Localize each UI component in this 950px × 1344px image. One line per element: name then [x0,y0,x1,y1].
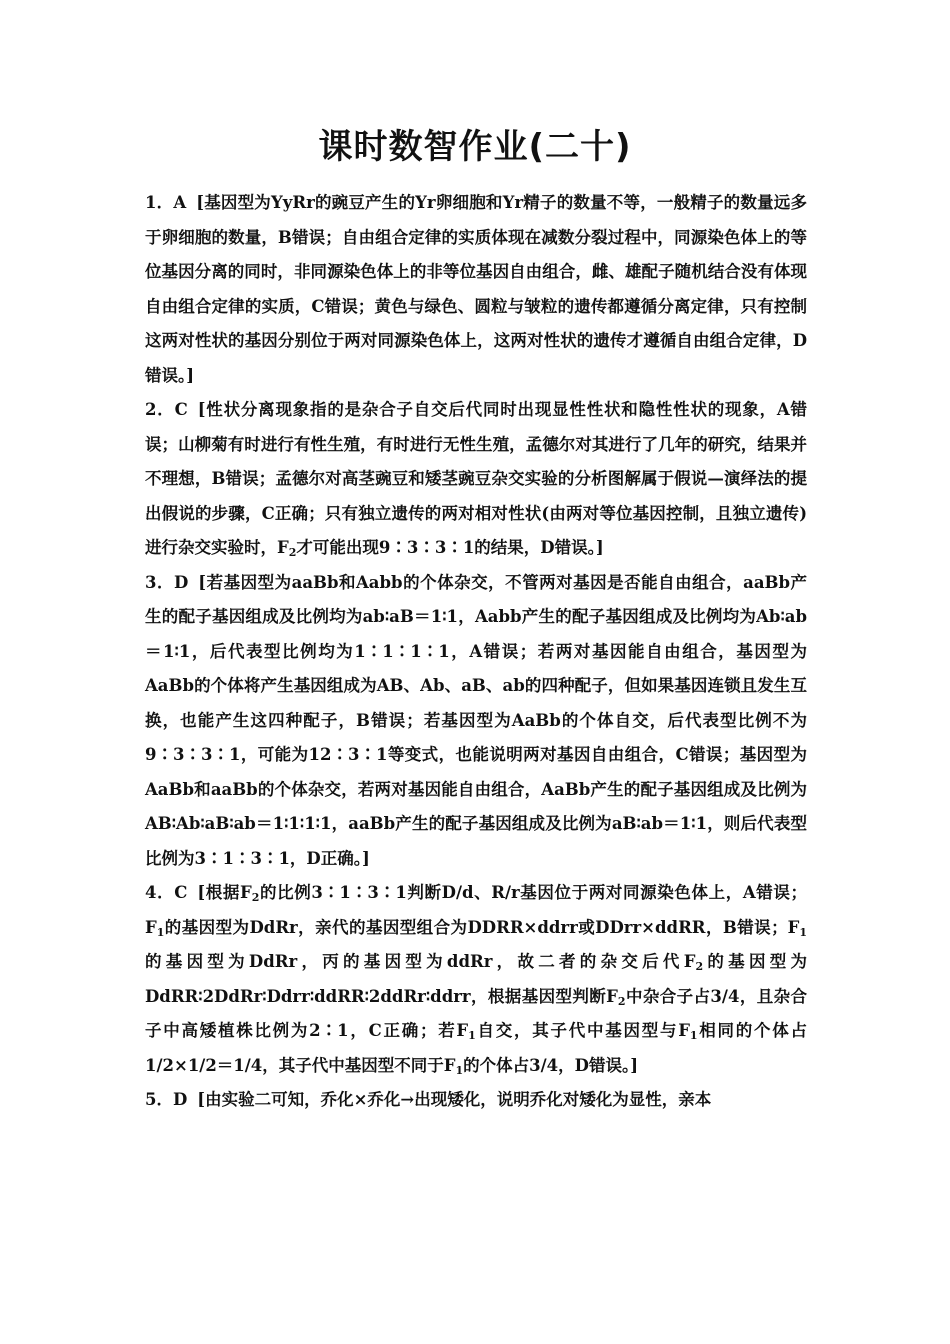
answer-text: 自交，其子代中基因型与F [475,1021,690,1040]
answer-text: 的基因型为DdRr，丙的基因型为ddRr，故二者的杂交后代F [145,952,696,971]
subscript: 2 [695,960,704,973]
subscript: 1 [689,1029,698,1042]
subscript: 1 [799,925,807,939]
answer-text: [性状分离现象指的是杂合子自交后代同时出现显性性状和隐性性状的现象，A错误；山柳菊有时进行有性生殖，有时进行无性生殖，孟德尔对其进行了几年的研究，结果并不理想，B错误；孟德尔对高茎豌豆和矮茎豌豆杂交实验的分析图解属于假说—演绎法的提出假说的步骤，C正确；只有独立遗传的两对相对性状(由两对等位基因控制，且独立遗传)进行杂交实验时，F [145,400,807,557]
answer-number: 4．C [145,883,188,902]
answer-text: 才可能出现9∶3∶3∶1的结果，D错误。] [296,538,604,557]
answer-text: 中杂合子占3/4，且杂合子中高矮植株比例为2∶1，C正确；若F [145,986,807,1040]
answer-number: 5．D [145,1090,188,1109]
answer-text: 的基因型为DdRr，亲代的基因型组合为DDRR×ddrr或DDrr×ddRR，B错误；F [164,917,800,937]
answer-number: 3．D [145,572,189,592]
subscript: 2 [251,891,260,904]
answer-item [145,186,807,393]
answer-item [145,393,807,566]
answer-text: [由实验二可知，乔化×乔化→出现矮化，说明乔化对矮化为显性，亲本 [197,1090,712,1109]
subscript: 2 [288,546,297,559]
subscript: 1 [468,1029,476,1042]
answer-text: 的个体占3/4，D错误。] [463,1055,639,1075]
answer-item [145,566,807,877]
answer-text: 的基因型为DdRR∶2DdRr∶Ddrr∶ddRR∶2ddRr∶ddrr，根据基因型判断F [145,952,808,1006]
answer-number: 1．A [145,193,187,212]
answer-list [145,186,807,1118]
answer-text: [根据F [197,883,252,902]
answer-item [145,1083,807,1118]
answer-text: [基因型为YyRr的豌豆产生的Yr卵细胞和Yr精子的数量不等，一般精子的数量远多于卵细胞的数量，B错误；自由组合定律的实质体现在减数分裂过程中，同源染色体上的等位基因分离的同时，非同源染色体上的非等位基因自由组合，雌、雄配子随机结合没有体现自由组合定律的实质，C错误；黄色与绿色、圆粒与皱粒的遗传都遵循分离定律，只有控制这两对性状的基因分别位于两对同源染色体上，这两对性状的遗传才遵循自由组合定律，D错误。] [145,193,807,385]
subscript: 1 [156,925,165,939]
answer-item [145,876,807,1083]
answer-number: 2．C [145,400,188,419]
page-title: 课时数智作业(二十) [318,127,632,167]
subscript: 2 [617,994,626,1008]
subscript: 1 [455,1063,464,1077]
answer-text: 相同的个体占1/2×1/2＝1/4，其子代中基因型不同于F [145,1021,808,1075]
answer-text: [若基因型为aaBb和Aabb的个体杂交，不管两对基因是否能自由组合，aaBb产生的配子基因组成及比例均为ab∶aB＝1∶1，Aabb产生的配子基因组成及比例均为Ab∶ab＝1∶1，后代表型比例均为1∶1∶1∶1，A错误；若两对基因能自由组合，基因型为AaBb的个体将产生基因组成为AB、Ab、aB、ab的四种配子，但如果基因连锁且发生互换，也能产生这四种配子，B错误；若基因型为AaBb的个体自交，后代表型比例不为9∶3∶3∶1，可能为12∶3∶1等变式，也能说明两对基因自由组合，C错误；基因型为AaBb和aaBb的个体杂交，若两对基因能自由组合，AaBb产生的配子基因组成及比例为AB∶Ab∶aB∶ab＝1∶1∶1∶1，aaBb产生的配子基因组成及比例为aB∶ab＝1∶1，则后代表型比例为3∶1∶3∶1，D正确。] [145,572,807,868]
answer-text: 的比例3∶1∶3∶1判断D/d、R/r基因位于两对同源染色体上，A错误；F [145,883,808,937]
